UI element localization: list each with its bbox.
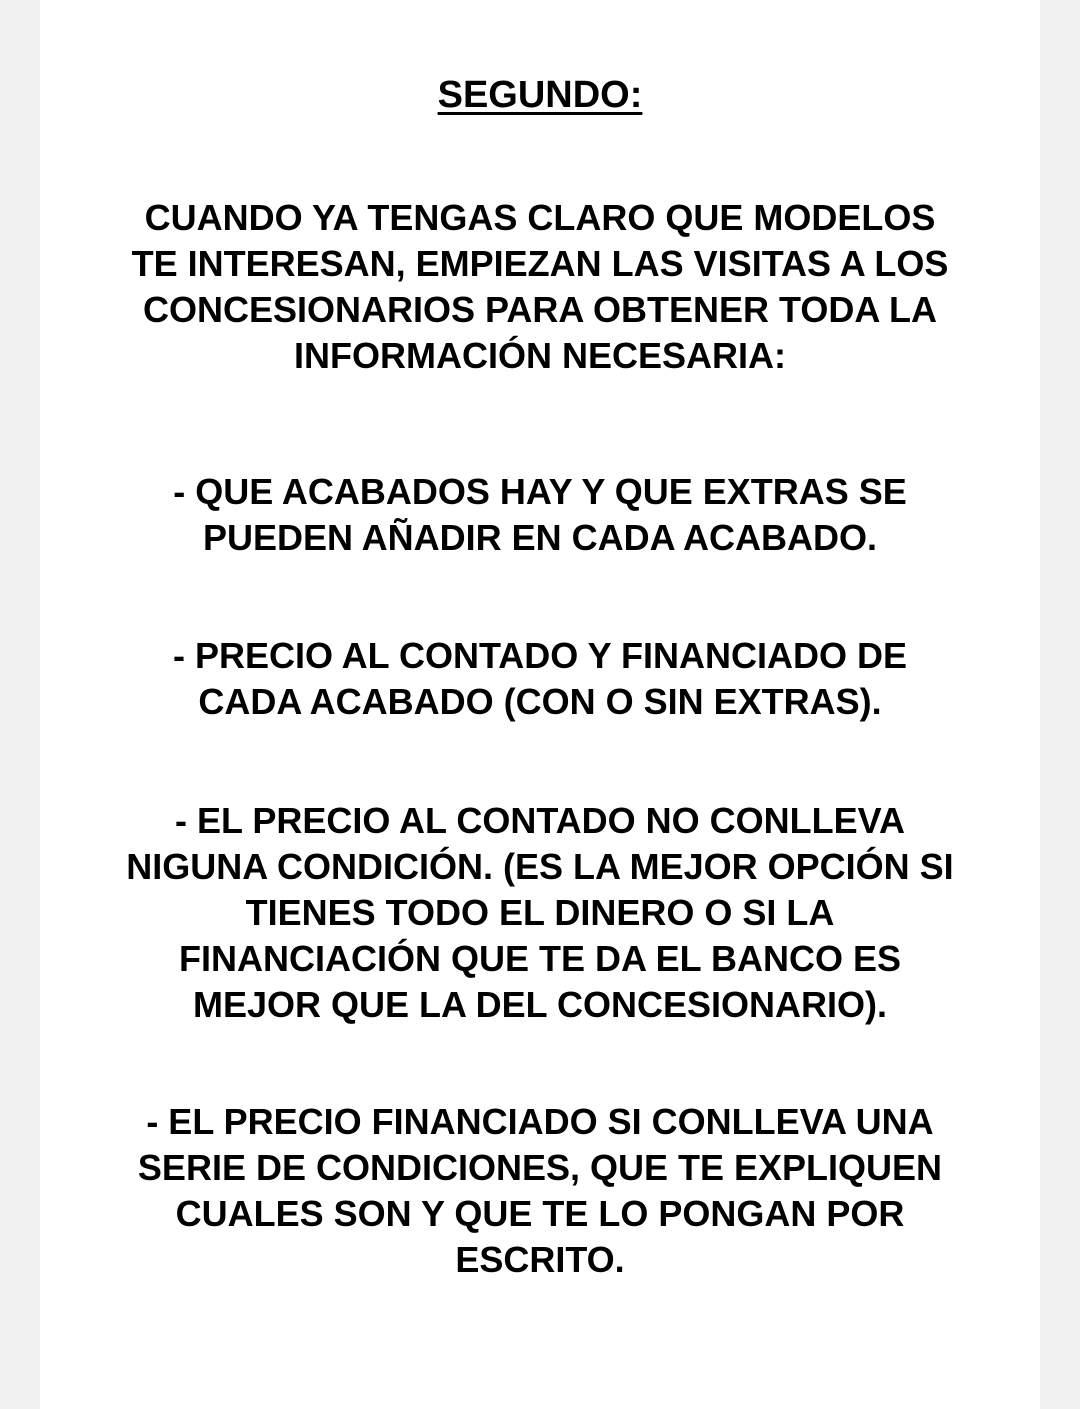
- point-precio-financiado: - EL PRECIO FINANCIADO SI CONLLEVA UNA SERIE DE CONDICIONES, QUE TE EXPLIQUEN CUALES SON Y QUE TE LO PONGAN POR ESCRITO.: [137, 1101, 943, 1280]
- section-heading: SEGUNDO:: [437, 74, 643, 116]
- point-precio-contado: - EL PRECIO AL CONTADO NO CONLLEVA NIGUNA CONDICIÓN. (ES LA MEJOR OPCIÓN SI TIENES TODO EL DINERO O SI LA FINANCIACIÓN QUE TE DA EL BANCO ES MEJOR QUE LA DEL CONCESIONARIO).: [126, 800, 954, 1025]
- intro-paragraph: CUANDO YA TENGAS CLARO QUE MODELOS TE INTERESAN, EMPIEZAN LAS VISITAS A LOS CONCESIONARIOS PARA OBTENER TODA LA INFORMACIÓN NECESARIA:: [131, 197, 949, 376]
- point-acabados: - QUE ACABADOS HAY Y QUE EXTRAS SE PUEDEN AÑADIR EN CADA ACABADO.: [173, 471, 907, 558]
- point-precio: - PRECIO AL CONTADO Y FINANCIADO DE CADA ACABADO (CON O SIN EXTRAS).: [172, 635, 908, 722]
- document-page: [40, 0, 1040, 1409]
